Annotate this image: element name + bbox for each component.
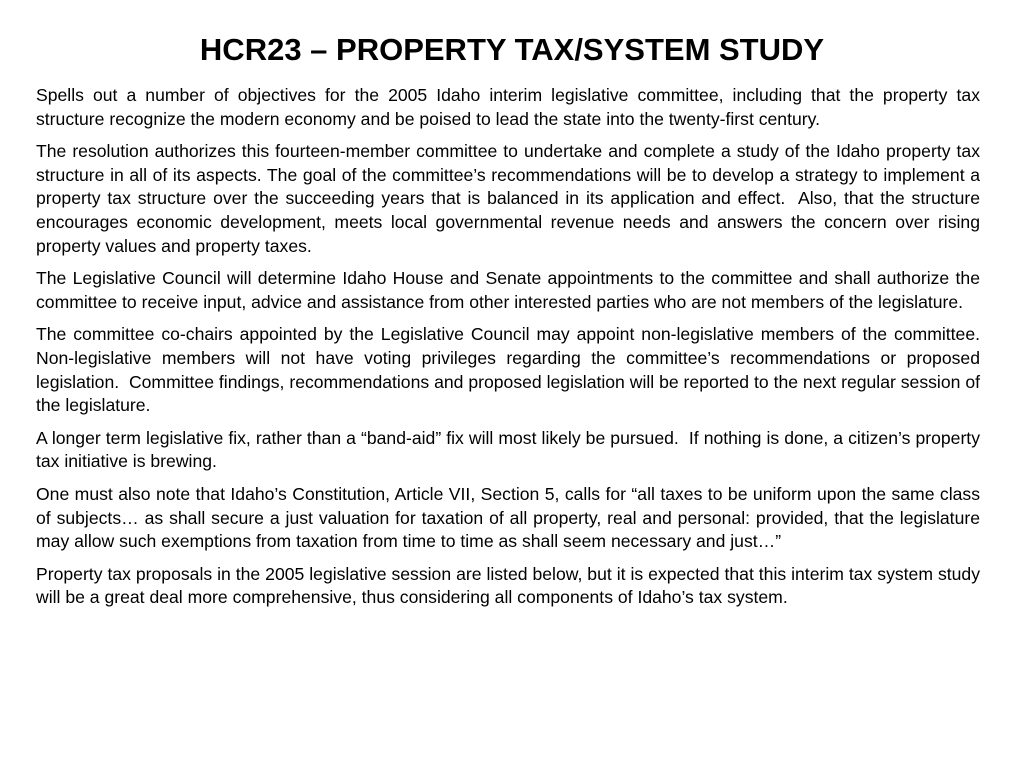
paragraph-proposals: Property tax proposals in the 2005 legislative session are listed below, but it is expected that this interim tax system study will be a great deal more comprehensive, thus considering all components of Idaho’s tax system. [36,563,985,608]
paragraph-longer-term-fix: A longer term legislative fix, rather than a “band-aid” fix will most likely be pursued. If nothing is done, a citizen’s property tax initiative is brewing. [36,427,985,472]
slide-title: HCR23 – PROPERTY TAX/SYSTEM STUDY [199,32,825,67]
paragraph-legislative-council: The Legislative Council will determine Idaho House and Senate appointments to the committee and shall authorize the committee to receive input, advice and assistance from other interested parties who are not members of the legislature. [36,268,985,312]
paragraph-objectives: Spells out a number of objectives for the 2005 Idaho interim legislative committee, including that the property tax structure recognize the modern economy and be poised to lead the state into the twenty-first century. [36,85,985,129]
slide-body [36,84,990,619]
paragraph-constitution: One must also note that Idaho’s Constitution, Article VII, Section 5, calls for “all taxes to be uniform upon the same class of subjects… as shall secure a just valuation for taxation of all property, real and personal: provided, that the legislature may allow such exemptions from taxation from time to time as shall seem necessary and just…” [36,483,985,552]
paragraph-resolution: The resolution authorizes this fourteen-member committee to undertake and complete a study of the Idaho property tax structure in all of its aspects. The goal of the committee’s recommendations will be to develop a strategy to implement a property tax structure over the succeeding years that is balanced in its application and effect. Also, that the structure encourages economic development, meets local governmental revenue needs and answers the concern over rising property values and property taxes. [36,141,985,256]
paragraph-co-chairs: The committee co-chairs appointed by the Legislative Council may appoint non-legislative members of the committee. Non-legislative members will not have voting privileges regarding the committee’s recommendations or proposed legislation. Committee findings, recommendations and proposed legislation will be reported to the next regular session of the legislature. [36,324,990,416]
